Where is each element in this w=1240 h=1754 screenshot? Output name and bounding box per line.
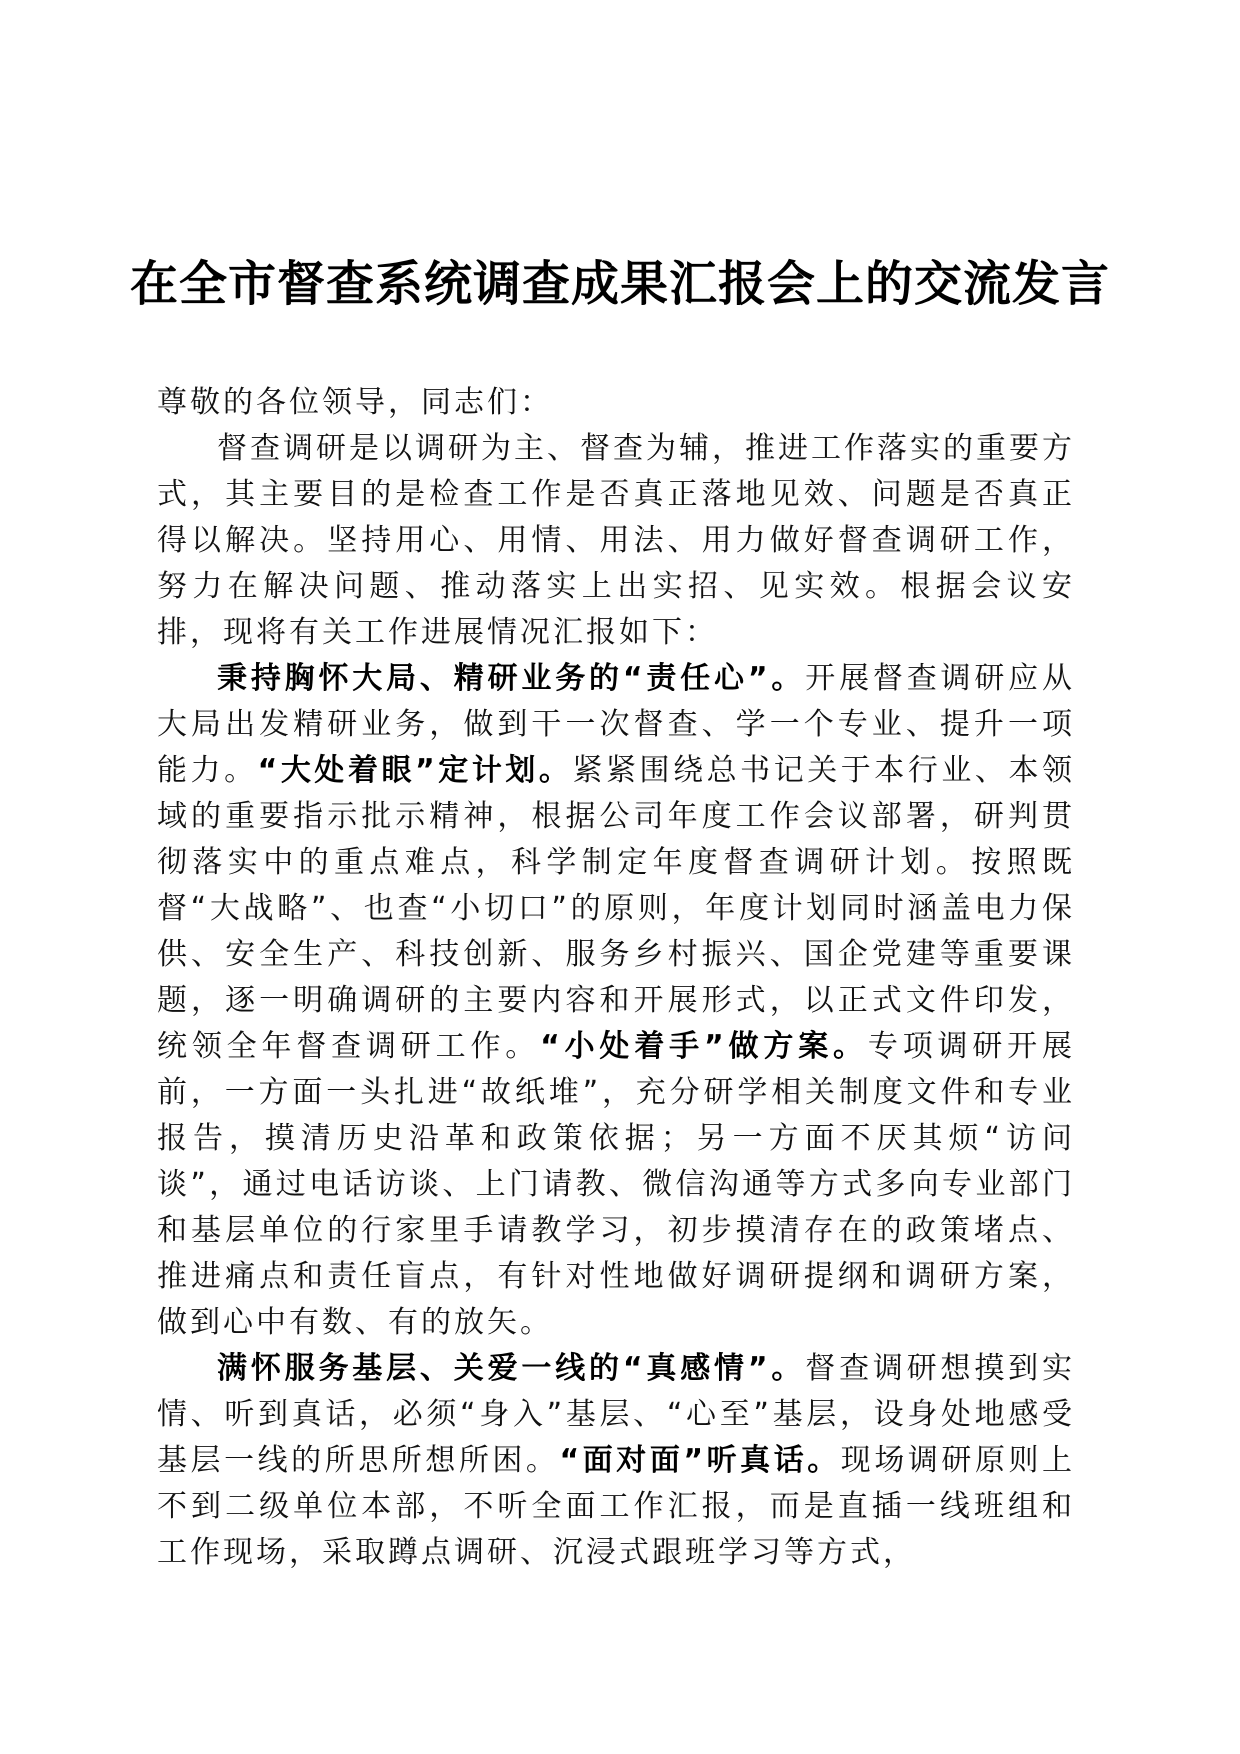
greeting: 尊敬的各位领导，同志们：	[157, 385, 553, 420]
section-1-text-1: 开展督查调研应从大局出发精研业务，做到干一次督查、学一个专业、提升一项能力。	[157, 661, 1076, 788]
section-2-text-2: 现场调研原则上不到二级单位本部，不听全面工作汇报，而是直插一线班组和工作现场，采取蹲点调研、沉浸式跟班学习等方式，	[157, 1443, 1076, 1570]
intro-paragraph: 督查调研是以调研为主、督查为辅，推进工作落实的重要方式，其主要目的是检查工作是否真正落地见效、问题是否真正得以解决。坚持用心、用情、用法、用力做好督查调研工作，努力在解决问题、推动落实上出实招、见实效。根据会议安排，现将有关工作进展情况汇报如下：	[157, 431, 1075, 650]
section-2-text-1: 督查调研想摸到实情、听到真话，必须“身入”基层、“心至”基层，设身处地感受基层一线的所思所想所困。	[157, 1351, 1076, 1478]
section-1-text-2: 紧紧围绕总书记关于本行业、本领域的重要指示批示精神，根据公司年度工作会议部署，研判贯彻落实中的重点难点，科学制定年度督查调研计划。按照既督“大战略”、也查“小切口”的原则，年度计划同时涵盖电力保供、安全生产、科技创新、服务乡村振兴、国企党建等重要课题，逐一明确调研的主要内容和开展形式，以正式文件印发，统领全年督查调研工作。	[157, 753, 1076, 1064]
section-2-subheading-1: “面对面”听真话。	[559, 1443, 841, 1478]
section-1-subheading-2: “小处着手”做方案。	[540, 1029, 868, 1064]
section-2-heading: 满怀服务基层、关爱一线的“真感情”。	[217, 1351, 806, 1386]
section-1-text-3: 专项调研开展前，一方面一头扎进“故纸堆”，充分研学相关制度文件和专业报告，摸清历史沿革和政策依据；另一方面不厌其烦“访问谈”，通过电话访谈、上门请教、微信沟通等方式多向专业部门和基层单位的行家里手请教学习，初步摸清存在的政策堵点、推进痛点和责任盲点，有针对性地做好调研提纲和调研方案，做到心中有数、有的放矢。	[157, 1029, 1076, 1340]
document-body	[157, 380, 1075, 1576]
section-1-heading: 秉持胸怀大局、精研业务的“责任心”。	[217, 661, 806, 696]
document-title: 在全市督查系统调查成果汇报会上的交流发言	[129, 256, 1110, 312]
section-1-subheading-1: “大处着眼”定计划。	[257, 753, 573, 788]
section-1-paragraph	[157, 656, 1075, 1346]
section-2-paragraph	[157, 1346, 1075, 1576]
